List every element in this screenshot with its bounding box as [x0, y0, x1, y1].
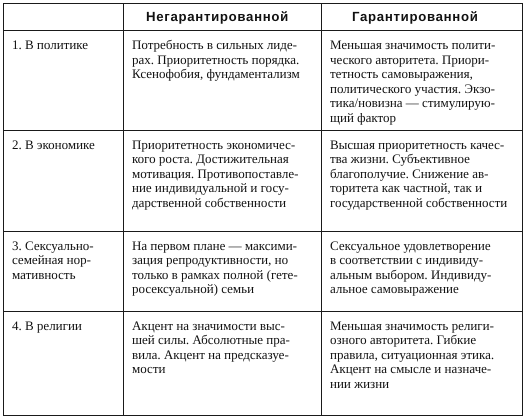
- cell-guaranteed-politics: Меньшая значимость полити- ческого авторитета. Приори- тетность самовыражения, политического участия. Экзо- тика/новизна — стимулирую- щий фактор: [322, 31, 523, 131]
- cell-non-guaranteed-economy: Приоритетность экономичес- кого роста. Достижительная мотивация. Противопоставле- ние индивидуальной и госу- дарственной собственности: [124, 130, 322, 231]
- cell-non-guaranteed-religion: Акцент на значимости выс- шей силы. Абсолютные пра- вила. Акцент на предсказуе- мости: [124, 311, 322, 415]
- table-row: [4, 31, 523, 131]
- table-row: [4, 231, 523, 311]
- header-empty-cell: [4, 4, 124, 31]
- row-label-politics: 1. В политике: [4, 31, 124, 131]
- row-label-economy: 2. В экономике: [4, 130, 124, 231]
- cell-guaranteed-religion: Меньшая значимость религи- озного авторитета. Гибкие правила, ситуационная этика. Акцент на смысле и назначе- нии жизни: [322, 311, 523, 415]
- comparison-table: [3, 3, 523, 416]
- header-non-guaranteed: Негарантированной: [124, 4, 322, 31]
- row-label-religion: 4. В религии: [4, 311, 124, 415]
- cell-guaranteed-economy: Высшая приоритетность качес- тва жизни. Субъективное благополучие. Снижение ав- торитета как частной, так и государственной собственности: [322, 130, 523, 231]
- cell-guaranteed-sexual-family: Сексуальное удовлетворение в соответствии с индивиду- альным выбором. Индивиду- альное самовыражение: [322, 231, 523, 311]
- row-label-sexual-family: 3. Сексуально- семейная нор- мативность: [4, 231, 124, 311]
- header-row: [4, 4, 523, 31]
- cell-non-guaranteed-politics: Потребность в сильных лиде- рах. Приоритетность порядка. Ксенофобия, фундаментализм: [124, 31, 322, 131]
- table-row: [4, 311, 523, 415]
- cell-non-guaranteed-sexual-family: На первом плане — максими- зация репродуктивности, но только в рамках полной (гете- росексуальной) семьи: [124, 231, 322, 311]
- table-row: [4, 130, 523, 231]
- header-guaranteed: Гарантированной: [322, 4, 523, 31]
